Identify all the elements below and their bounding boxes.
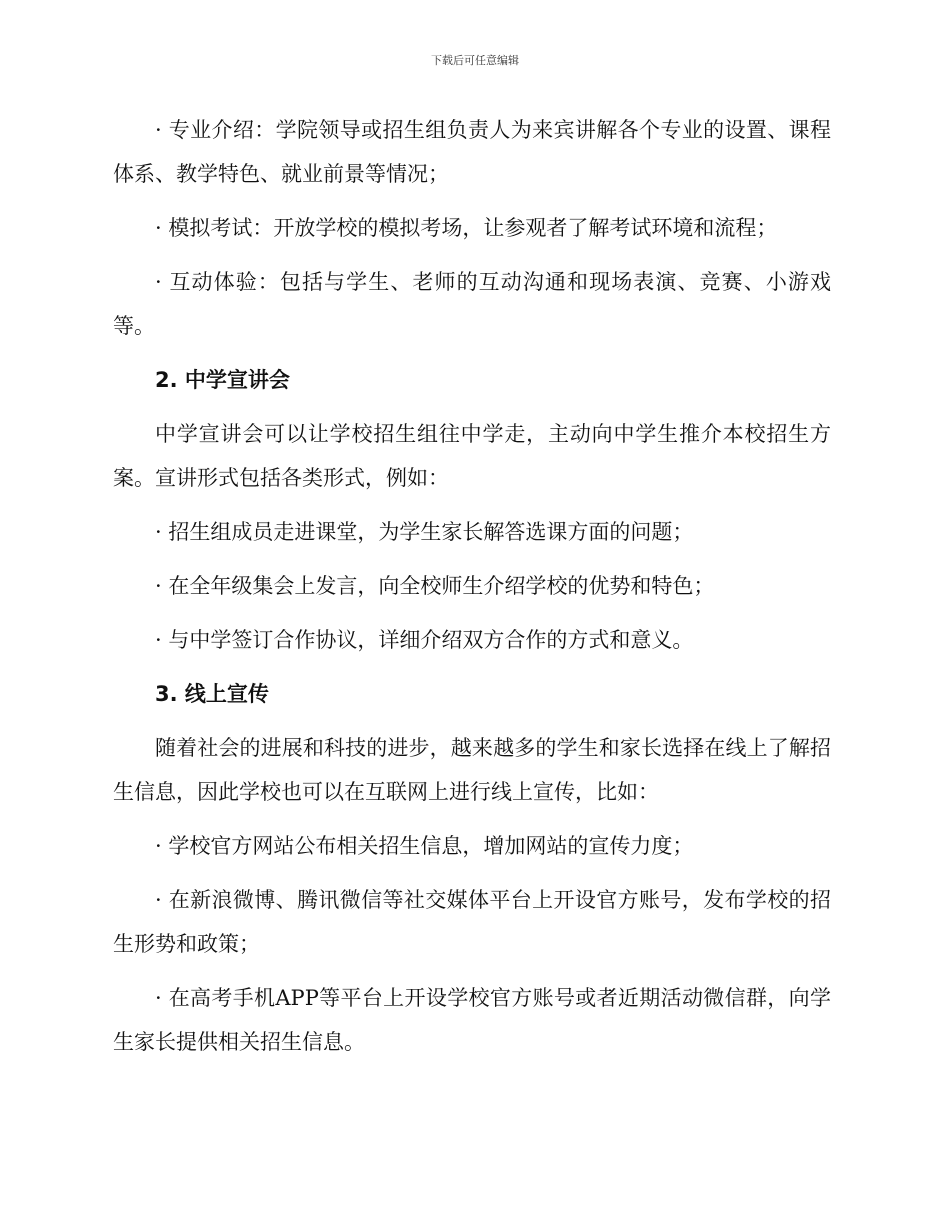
section-heading-middle-school-briefing: 2. 中学宣讲会 — [155, 368, 290, 392]
bullet-classroom-visit: · 招生组成员走进课堂，为学生家长解答选课方面的问题； — [155, 520, 694, 544]
bullet-major-intro: · 专业介绍：学院领导或招生组负责人为来宾讲解各个专业的设置、课程体系、教学特色、就业前景等情况； — [113, 118, 831, 186]
paragraph-middle-school-briefing: 中学宣讲会可以让学校招生组往中学走，主动向中学生推介本校招生方案。宣讲形式包括各类形式，例如： — [113, 422, 831, 490]
document-body — [113, 108, 831, 1074]
bullet-assembly-speech: · 在全年级集会上发言，向全校师生介绍学校的优势和特色； — [155, 574, 715, 598]
page-header: 下载后可任意编辑 — [431, 54, 519, 67]
paragraph-online-promotion: 随着社会的进展和科技的进步，越来越多的学生和家长选择在线上了解招生信息，因此学校也可以在互联网上进行线上宣传，比如： — [113, 736, 831, 804]
section-heading-online-promotion: 3. 线上宣传 — [155, 682, 269, 706]
bullet-interactive-experience: · 互动体验：包括与学生、老师的互动沟通和现场表演、竞赛、小游戏等。 — [113, 270, 831, 338]
bullet-official-website: · 学校官方网站公布相关招生信息，增加网站的宣传力度； — [155, 834, 694, 858]
bullet-mock-exam: · 模拟考试：开放学校的模拟考场，让参观者了解考试环境和流程； — [155, 216, 778, 240]
bullet-cooperation-agreement: · 与中学签订合作协议，详细介绍双方合作的方式和意义。 — [155, 628, 694, 652]
bullet-app-platform: · 在高考手机APP等平台上开设学校官方账号或者近期活动微信群，向学生家长提供相关招生信息。 — [113, 986, 831, 1054]
bullet-social-media: · 在新浪微博、腾讯微信等社交媒体平台上开设官方账号，发布学校的招生形势和政策； — [113, 888, 831, 956]
